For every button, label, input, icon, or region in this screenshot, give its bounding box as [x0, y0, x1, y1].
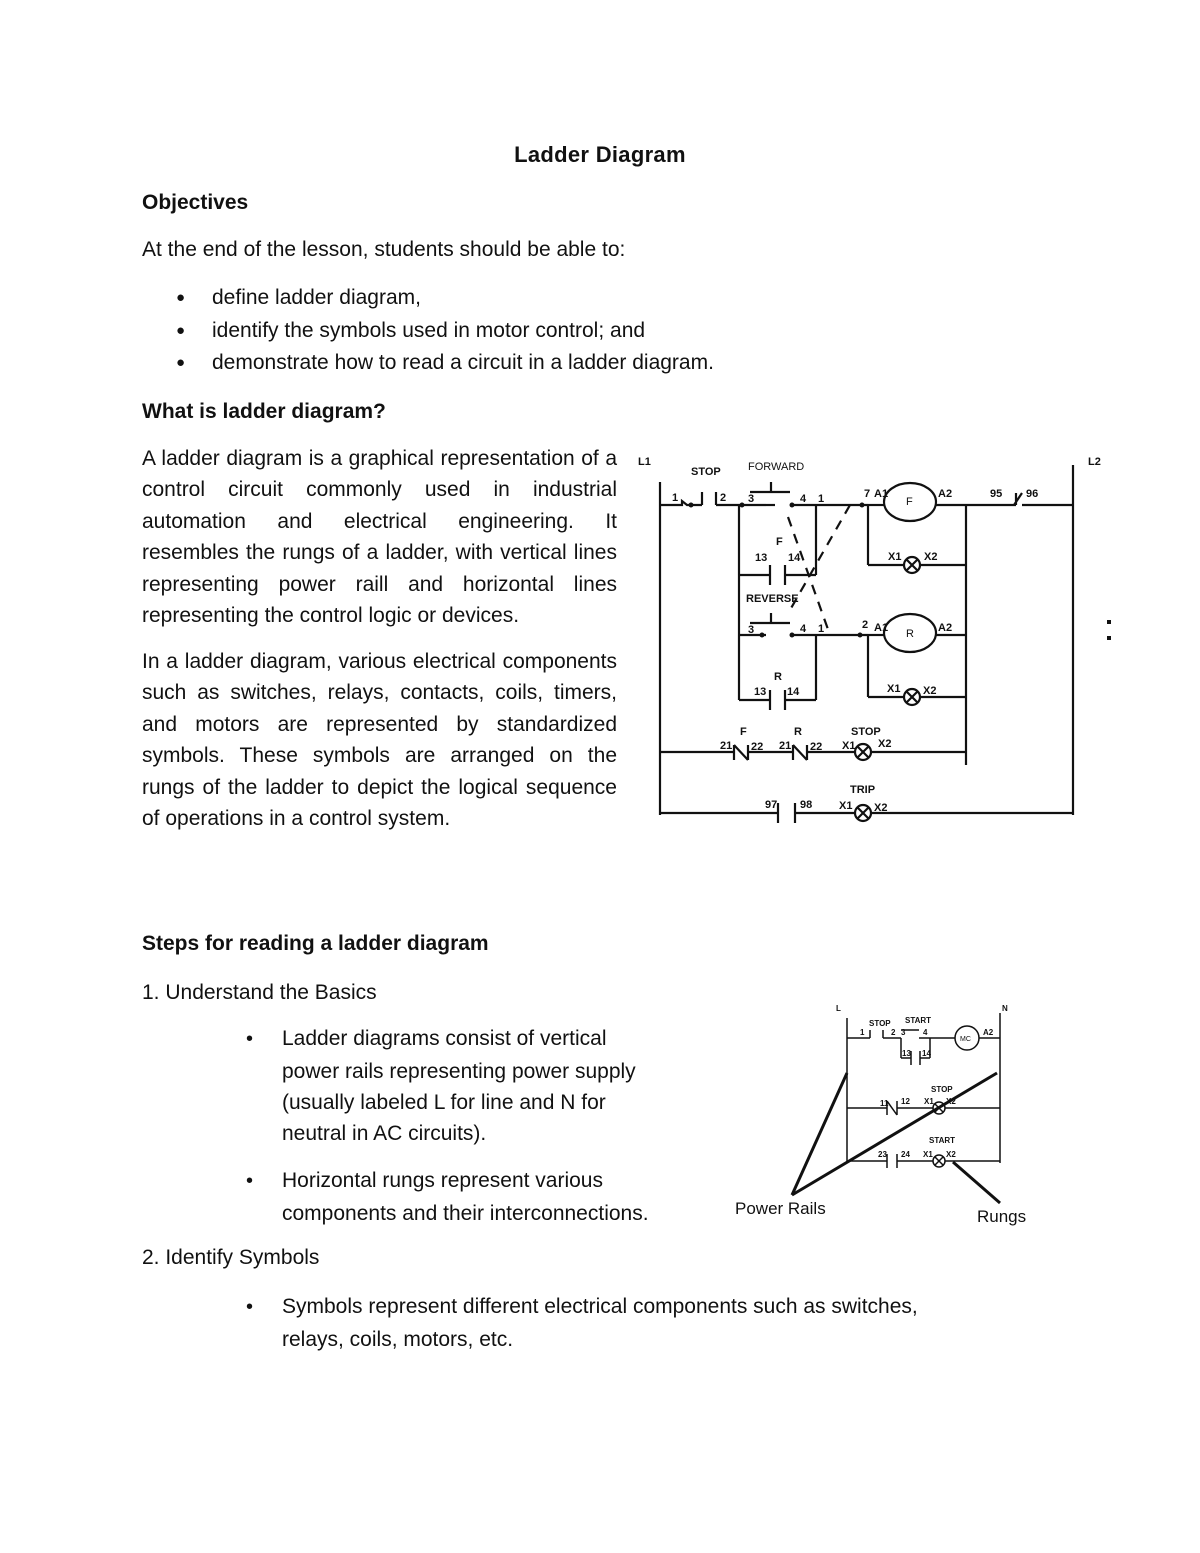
node-label: X2	[924, 551, 938, 563]
node-label: 3	[748, 493, 755, 505]
contact-r-label: R	[774, 671, 782, 683]
node-label: 13	[902, 1049, 911, 1058]
node-label: X2	[946, 1097, 956, 1106]
node-label: 4	[800, 493, 807, 505]
page-title: Ladder Diagram	[514, 142, 686, 167]
bullet-line-cont: neutral in AC circuits).	[282, 1121, 487, 1145]
start-stop-ladder-diagram	[725, 998, 1055, 1230]
objectives-list	[212, 282, 714, 380]
motor-label: MC	[960, 1036, 971, 1043]
node-label: X1	[887, 683, 901, 695]
list-item: ● identify the symbols used in motor control; and	[212, 315, 714, 348]
what-is-paragraph-2: In a ladder diagram, various electrical components such as switches, relays, contacts, coils, timers, and motors are represented by standardized symbols. These symbols are arranged on the rungs of the ladder to depict the logical sequence of operations in a control system.	[142, 650, 617, 831]
node-label: 1	[818, 493, 825, 505]
node-label: 22	[751, 741, 764, 753]
label-stop-lamp: STOP	[851, 726, 881, 738]
node-label: 12	[901, 1097, 910, 1106]
label-stop-lamp: STOP	[931, 1085, 953, 1094]
node-label: 23	[878, 1150, 887, 1159]
node-label: X2	[874, 802, 888, 814]
node-label: X1	[888, 551, 902, 563]
label-start: START	[905, 1016, 932, 1025]
node-label: X1	[924, 1097, 934, 1106]
node-label: A1	[874, 488, 889, 500]
node-label: A1	[874, 622, 889, 634]
contact-f-label: F	[776, 536, 783, 548]
label-trip: TRIP	[850, 784, 876, 796]
interlock-f-label: F	[740, 726, 747, 738]
node-label: 2	[720, 492, 727, 504]
node-label: 4	[923, 1028, 928, 1037]
node-label: A2	[983, 1028, 994, 1037]
node-label: 21	[779, 740, 792, 752]
label-stop: STOP	[869, 1019, 891, 1028]
coil-r-label: R	[906, 628, 914, 640]
step-2-bullet-1	[282, 1291, 1042, 1355]
node-label: 2	[862, 619, 869, 631]
node-label: X1	[923, 1150, 933, 1159]
node-label: 7	[864, 488, 871, 500]
node-label: A2	[938, 488, 953, 500]
step-1-title: 1. Understand the Basics	[142, 981, 377, 1004]
node-label: X2	[946, 1150, 956, 1159]
objectives-heading: Objectives	[142, 191, 249, 214]
label-start-lamp: START	[929, 1136, 956, 1145]
node-label: 14	[788, 552, 801, 564]
what-is-heading: What is ladder diagram?	[142, 400, 386, 423]
label-stop: STOP	[691, 466, 721, 478]
node-label: 1	[860, 1028, 865, 1037]
step-1-bullet-2	[282, 1165, 712, 1229]
node-label: 22	[810, 741, 823, 753]
bullet-line: • Symbols represent different electrical components such as switches,	[282, 1291, 1042, 1324]
bullet-line-cont: components and their interconnections.	[282, 1201, 649, 1225]
node-label: 14	[922, 1049, 931, 1058]
step-2-title: 2. Identify Symbols	[142, 1246, 320, 1269]
label-n: N	[1002, 1004, 1008, 1013]
objectives-intro: At the end of the lesson, students should be able to:	[142, 238, 626, 261]
bullet-line-cont: (usually labeled L for line and N for	[282, 1090, 606, 1114]
bullet-line-cont: relays, coils, motors, etc.	[282, 1327, 514, 1351]
node-label: 2	[891, 1028, 896, 1037]
steps-heading: Steps for reading a ladder diagram	[142, 932, 489, 955]
bullet-line: • Horizontal rungs represent various	[282, 1165, 712, 1198]
node-label: X1	[839, 800, 853, 812]
node-label: 97	[765, 799, 778, 811]
bullet-line: • Ladder diagrams consist of vertical	[282, 1023, 712, 1056]
node-label: 14	[787, 686, 800, 698]
label-l: L	[836, 1004, 841, 1013]
label-power-rails: Power Rails	[735, 1199, 826, 1218]
node-label: 21	[720, 740, 733, 752]
margin-mark	[1107, 636, 1111, 640]
node-label: 98	[800, 799, 813, 811]
node-label: 13	[755, 552, 768, 564]
node-label: 3	[901, 1028, 906, 1037]
label-l2: L2	[1088, 456, 1101, 468]
step-1-bullet-1	[282, 1023, 712, 1149]
node-label: 3	[748, 624, 755, 636]
node-label: 95	[990, 488, 1003, 500]
list-item: ● demonstrate how to read a circuit in a ladder diagram.	[212, 347, 714, 380]
margin-mark	[1107, 620, 1111, 624]
node-label: 1	[672, 492, 679, 504]
node-label: A2	[938, 622, 953, 634]
node-label: 96	[1026, 488, 1039, 500]
what-is-paragraph-1: A ladder diagram is a graphical representation of a control circuit commonly used in industrial automation and electrical engineering. It resembles the rungs of a ladder, with vertical lines representing power raill and horizontal lines representing the control logic or devices.	[142, 447, 617, 628]
node-label: 13	[754, 686, 767, 698]
node-label: 1	[818, 623, 825, 635]
label-forward: FORWARD	[748, 461, 805, 473]
node-label: 4	[800, 623, 807, 635]
label-reverse: REVERSE	[746, 593, 799, 605]
coil-f-label: F	[906, 496, 913, 508]
node-label: 24	[901, 1150, 910, 1159]
node-label: X2	[878, 738, 892, 750]
list-item: ● define ladder diagram,	[212, 282, 714, 315]
node-label: 11	[880, 1099, 889, 1108]
forward-reverse-ladder-diagram	[630, 445, 1110, 830]
label-rungs: Rungs	[977, 1207, 1027, 1226]
interlock-r-label: R	[794, 726, 802, 738]
bullet-line-cont: power rails representing power supply	[282, 1059, 636, 1083]
node-label: X2	[923, 685, 937, 697]
node-label: X1	[842, 740, 856, 752]
label-l1: L1	[638, 456, 651, 468]
